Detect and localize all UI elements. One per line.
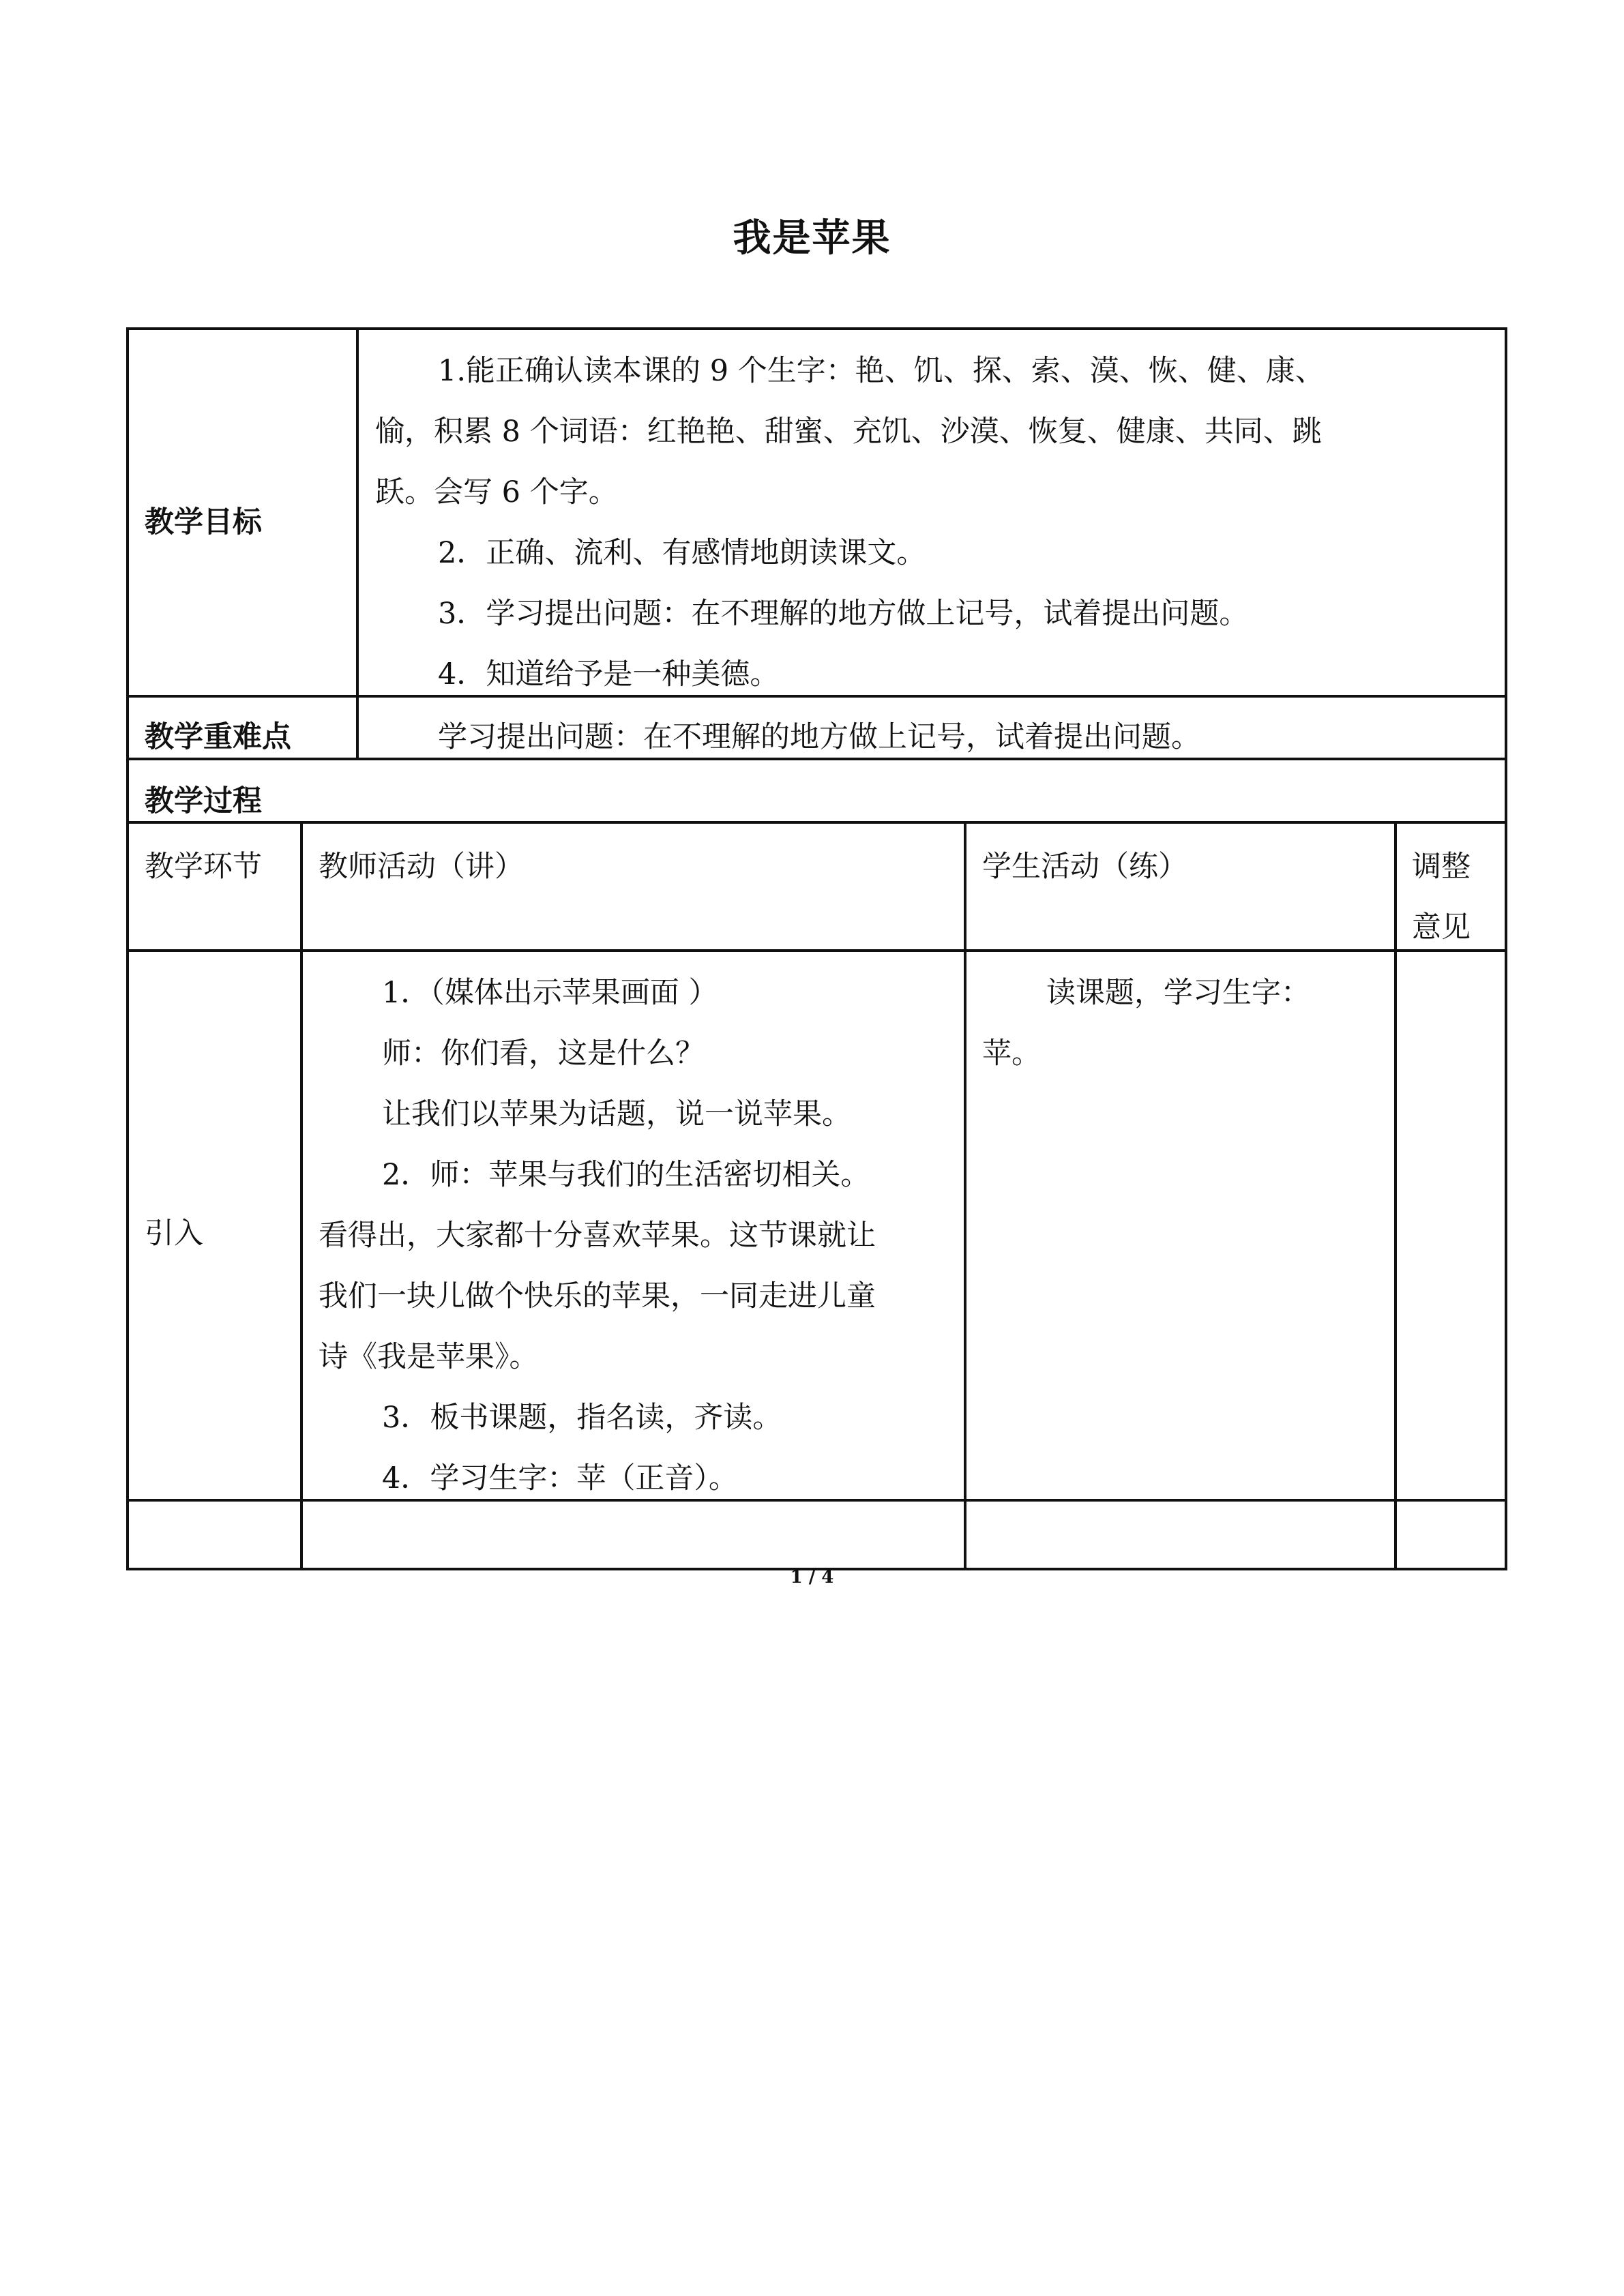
difficulty-text: 学习提出问题：在不理解的地方做上记号，试着提出问题。 (438, 720, 1200, 754)
objectives-line: 跃。会写 6 个字。 (375, 475, 618, 509)
difficulty-label: 教学重难点 (145, 720, 291, 754)
intro-teacher-line: 3．板书课题，指名读，齐读。 (382, 1401, 782, 1435)
row-divider (126, 695, 1507, 698)
column-header-teacher: 教师活动（讲） (319, 850, 524, 884)
column-header-adjust: 调整 (1412, 850, 1471, 884)
column-divider (1394, 821, 1397, 1570)
stage-intro: 引入 (145, 1217, 203, 1251)
intro-teacher-line: 4．学习生字：苹（正音）。 (382, 1461, 738, 1495)
intro-teacher-line: 师：你们看，这是什么？ (382, 1037, 705, 1071)
column-divider (964, 821, 966, 1570)
column-header-student: 学生活动（练） (982, 850, 1187, 884)
intro-student-line: 苹。 (982, 1037, 1041, 1071)
intro-teacher-line: 让我们以苹果为话题，说一说苹果。 (382, 1097, 851, 1131)
column-header-opinion: 意见 (1412, 910, 1471, 944)
page-number: 1 / 4 (790, 1567, 834, 1587)
intro-teacher-line: 看得出，大家都十分喜欢苹果。这节课就让 (319, 1219, 876, 1253)
page-title: 我是苹果 (733, 216, 891, 260)
row-divider (126, 821, 1507, 824)
objectives-line: 4．知道给予是一种美德。 (438, 657, 780, 691)
intro-teacher-line: 2．师：苹果与我们的生活密切相关。 (382, 1158, 870, 1192)
intro-teacher-line: 1．（媒体出示苹果画面 ） (382, 976, 718, 1010)
column-header-stage: 教学环节 (145, 850, 262, 884)
column-divider (300, 821, 303, 1570)
objectives-line: 愉，积累 8 个词语：红艳艳、甜蜜、充饥、沙漠、恢复、健康、共同、跳 (375, 415, 1322, 449)
row-divider (126, 1499, 1507, 1502)
row-divider (126, 949, 1507, 952)
intro-teacher-line: 诗《我是苹果》。 (319, 1340, 539, 1374)
objectives-line: 2．正确、流利、有感情地朗读课文。 (438, 536, 926, 570)
column-divider (356, 327, 359, 760)
objectives-label: 教学目标 (145, 505, 262, 539)
objectives-line: 1.能正确认读本课的 9 个生字：艳、饥、探、索、漠、恢、健、康、 (438, 354, 1325, 388)
intro-teacher-line: 我们一块儿做个快乐的苹果，一同走进儿童 (319, 1279, 876, 1313)
process-label: 教学过程 (145, 784, 262, 818)
intro-student-line: 读课题，学习生字： (1046, 976, 1310, 1010)
objectives-line: 3．学习提出问题：在不理解的地方做上记号，试着提出问题。 (438, 597, 1249, 631)
